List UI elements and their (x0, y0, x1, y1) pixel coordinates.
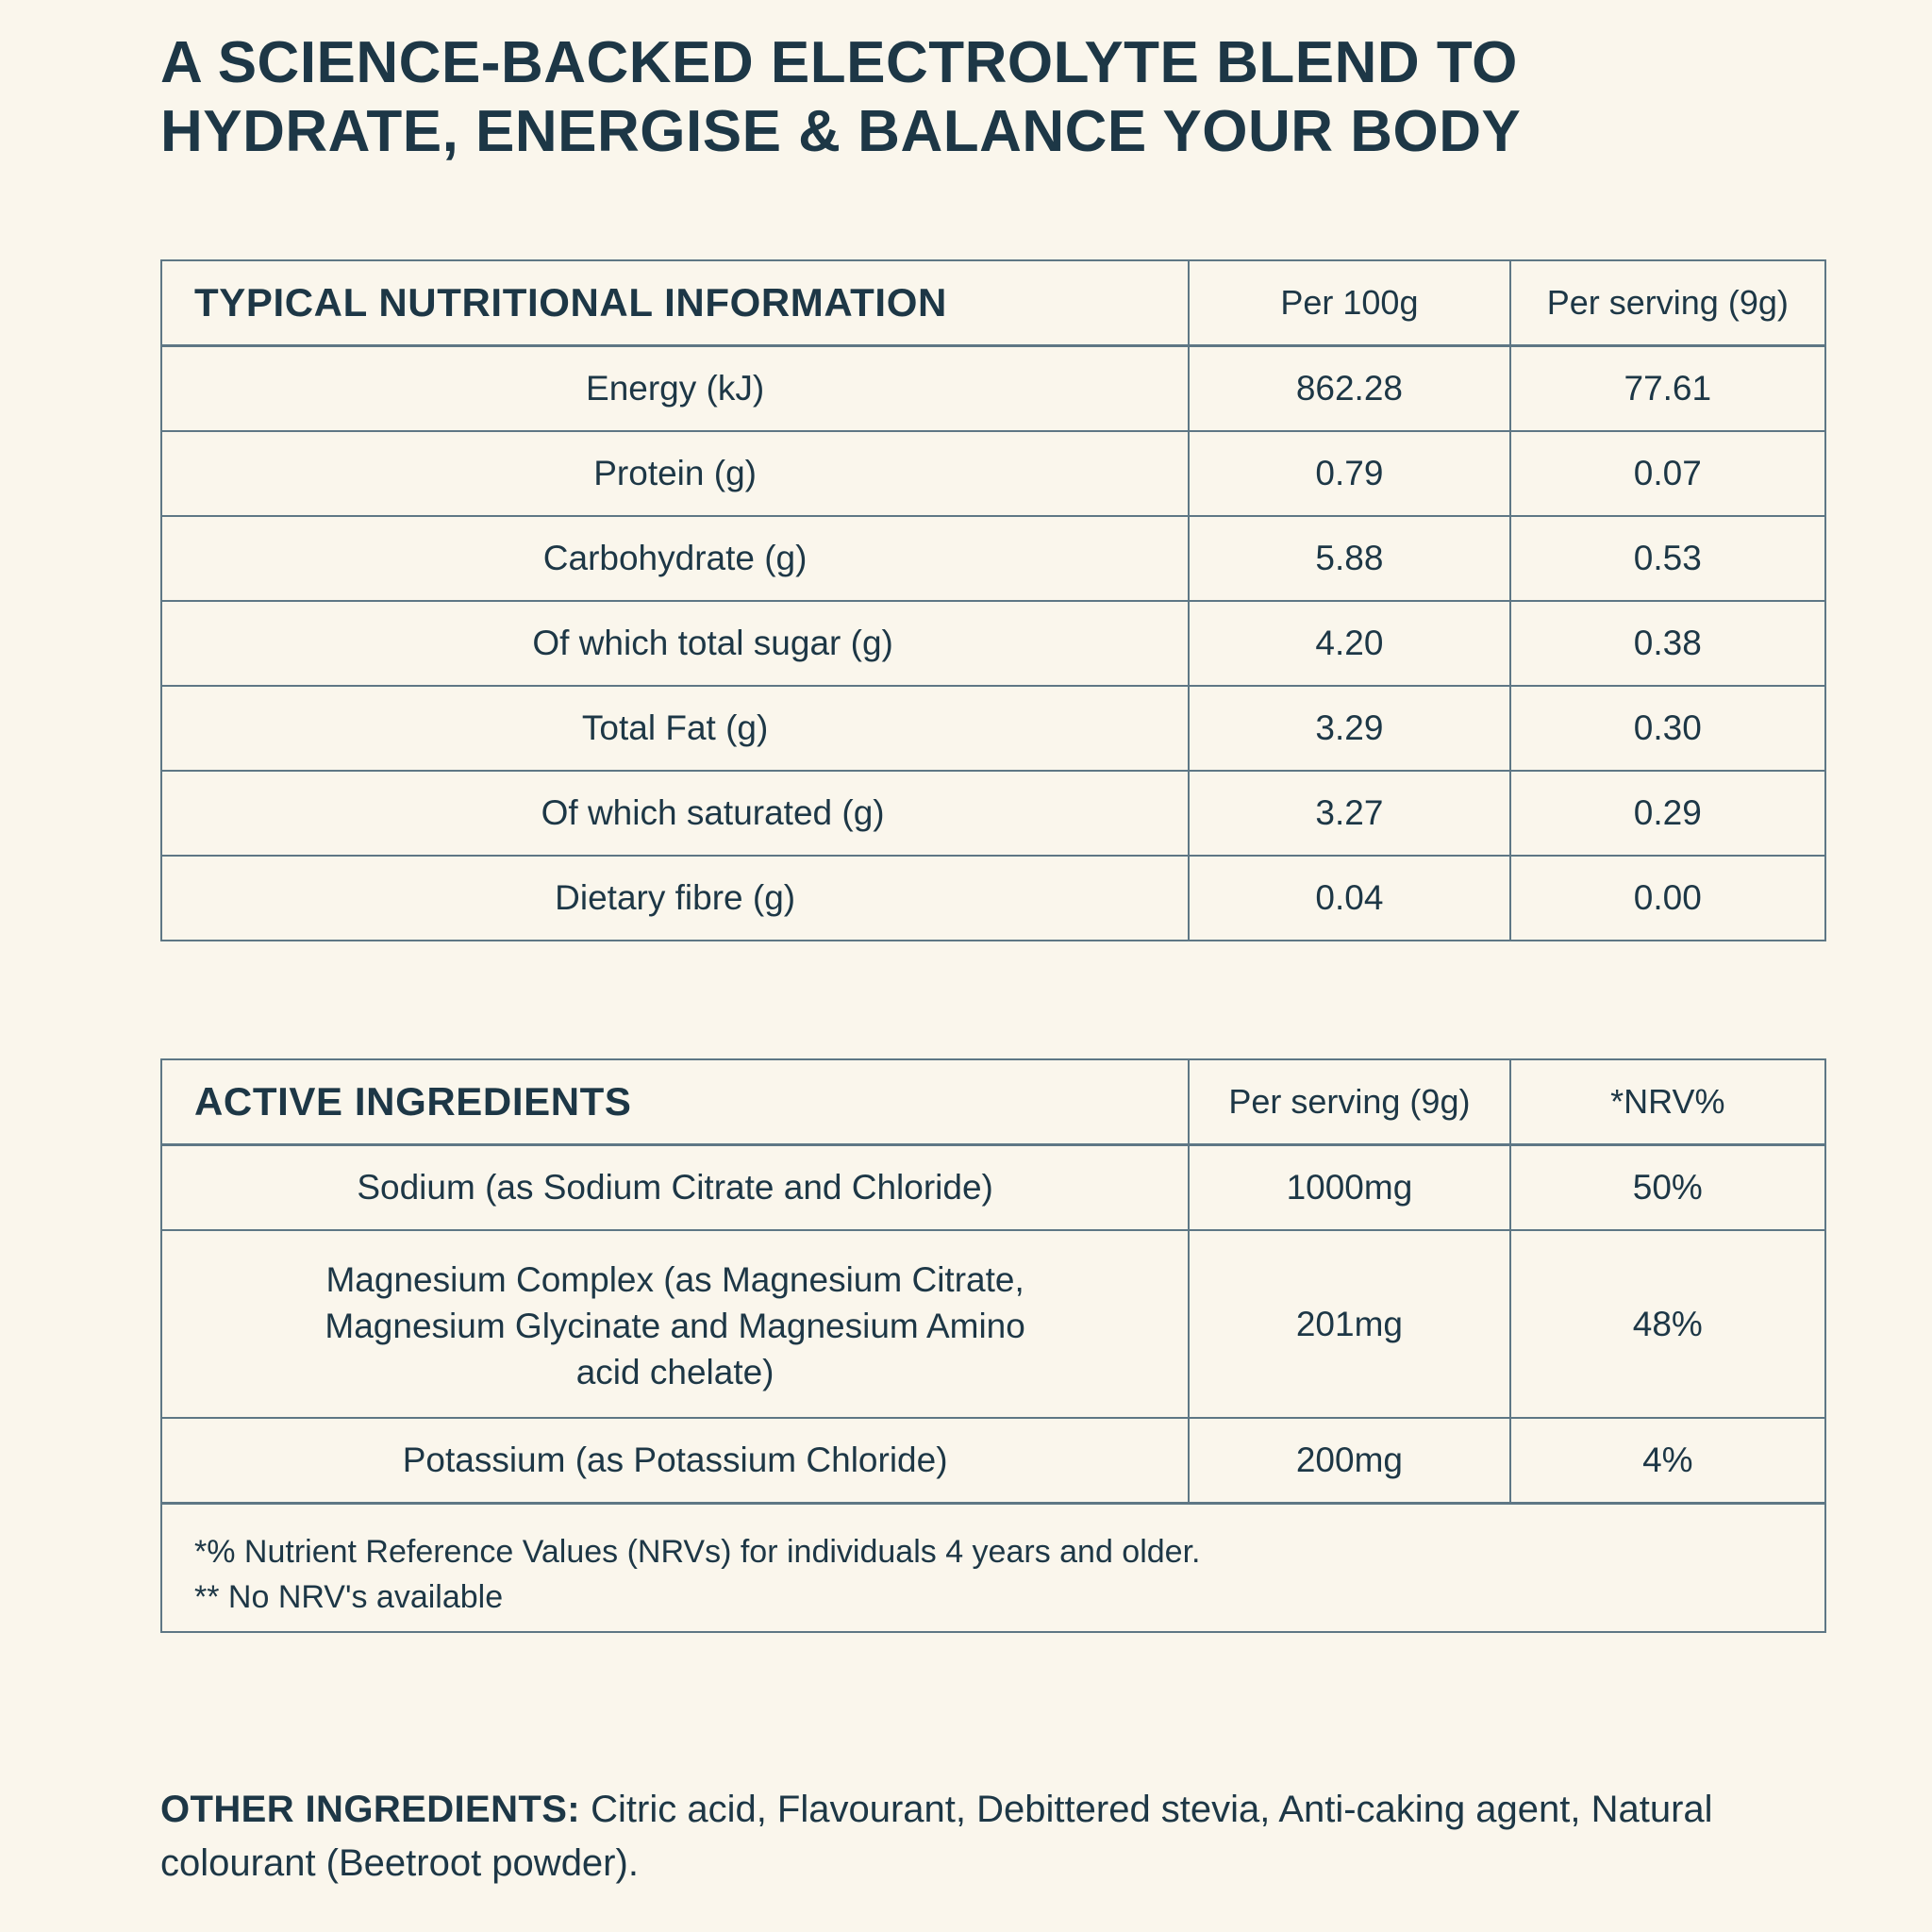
active-table-header-row (161, 1059, 1825, 1145)
active-row-label (161, 1230, 1189, 1418)
table-row (161, 1145, 1825, 1231)
nutrition-row-per-serving: 0.38 (1510, 601, 1825, 686)
nrv-footnote-cell (161, 1504, 1825, 1633)
table-row (161, 771, 1825, 856)
other-ingredients-text: Citric acid, Flavourant, Debittered stevia, Anti-caking agent, Natural colourant (Beetroot powder). (160, 1789, 1713, 1884)
active-table-title: ACTIVE INGREDIENTS (161, 1059, 1189, 1145)
active-row-nrv: 50% (1510, 1145, 1825, 1231)
active-row-label: Sodium (as Sodium Citrate and Chloride) (161, 1145, 1189, 1231)
other-ingredients-block (160, 1783, 1849, 1890)
nutrition-table-header-row (161, 260, 1825, 346)
table-row (161, 1418, 1825, 1504)
nutrition-row-label: Carbohydrate (g) (161, 516, 1189, 601)
active-row-per-serving: 1000mg (1189, 1145, 1509, 1231)
active-row-label-line: Magnesium Glycinate and Magnesium Amino (325, 1306, 1025, 1345)
active-row-label-line: acid chelate) (575, 1353, 774, 1392)
active-row-nrv: 48% (1510, 1230, 1825, 1418)
nutrition-table-title: TYPICAL NUTRITIONAL INFORMATION (161, 260, 1189, 346)
nutrition-row-per-100g: 0.04 (1189, 856, 1509, 941)
nutrition-row-per-serving: 0.07 (1510, 431, 1825, 516)
active-row-nrv: 4% (1510, 1418, 1825, 1504)
nutrition-row-label: Protein (g) (161, 431, 1189, 516)
nutrition-column-header-per-serving: Per serving (9g) (1510, 260, 1825, 346)
nutrition-row-per-serving: 0.00 (1510, 856, 1825, 941)
nutrition-row-label: Total Fat (g) (161, 686, 1189, 771)
page-title-line-2: HYDRATE, ENERGISE & BALANCE YOUR BODY (160, 99, 1522, 165)
table-row (161, 1230, 1825, 1418)
nutrition-row-per-serving: 77.61 (1510, 346, 1825, 432)
page-title (160, 28, 1849, 166)
nutritional-information-table (160, 259, 1826, 941)
nrv-footnote-row (161, 1504, 1825, 1633)
nutrition-row-per-100g: 0.79 (1189, 431, 1509, 516)
nutrition-row-per-serving: 0.30 (1510, 686, 1825, 771)
active-table-body (161, 1059, 1825, 1632)
page-title-line-1: A SCIENCE-BACKED ELECTROLYTE BLEND TO (160, 30, 1518, 95)
nutrition-table-body (161, 260, 1825, 941)
nutrition-row-label: Of which saturated (g) (161, 771, 1189, 856)
nutrition-row-per-100g: 3.27 (1189, 771, 1509, 856)
nutrition-row-per-100g: 4.20 (1189, 601, 1509, 686)
other-ingredients-label: OTHER INGREDIENTS: (160, 1789, 580, 1830)
active-row-label-line: Magnesium Complex (as Magnesium Citrate, (325, 1259, 1024, 1299)
nutrition-column-header-per-100g: Per 100g (1189, 260, 1509, 346)
active-row-per-serving: 200mg (1189, 1418, 1509, 1504)
table-row (161, 856, 1825, 941)
nutrition-row-label: Dietary fibre (g) (161, 856, 1189, 941)
nrv-footnote-line-2: ** No NRV's available (194, 1579, 504, 1615)
nutrition-row-per-serving: 0.29 (1510, 771, 1825, 856)
nutrition-row-per-100g: 862.28 (1189, 346, 1509, 432)
active-column-header-per-serving: Per serving (9g) (1189, 1059, 1509, 1145)
nutrition-row-label: Energy (kJ) (161, 346, 1189, 432)
active-row-label: Potassium (as Potassium Chloride) (161, 1418, 1189, 1504)
table-row (161, 346, 1825, 432)
nutrition-row-label: Of which total sugar (g) (161, 601, 1189, 686)
table-row (161, 431, 1825, 516)
table-row (161, 686, 1825, 771)
nutrition-row-per-100g: 3.29 (1189, 686, 1509, 771)
nutrition-row-per-serving: 0.53 (1510, 516, 1825, 601)
nrv-footnote-line-1: *% Nutrient Reference Values (NRVs) for individuals 4 years and older. (194, 1533, 1201, 1570)
nutrition-row-per-100g: 5.88 (1189, 516, 1509, 601)
table-row (161, 601, 1825, 686)
active-column-header-nrv: *NRV% (1510, 1059, 1825, 1145)
active-ingredients-table (160, 1058, 1826, 1633)
active-row-per-serving: 201mg (1189, 1230, 1509, 1418)
table-row (161, 516, 1825, 601)
